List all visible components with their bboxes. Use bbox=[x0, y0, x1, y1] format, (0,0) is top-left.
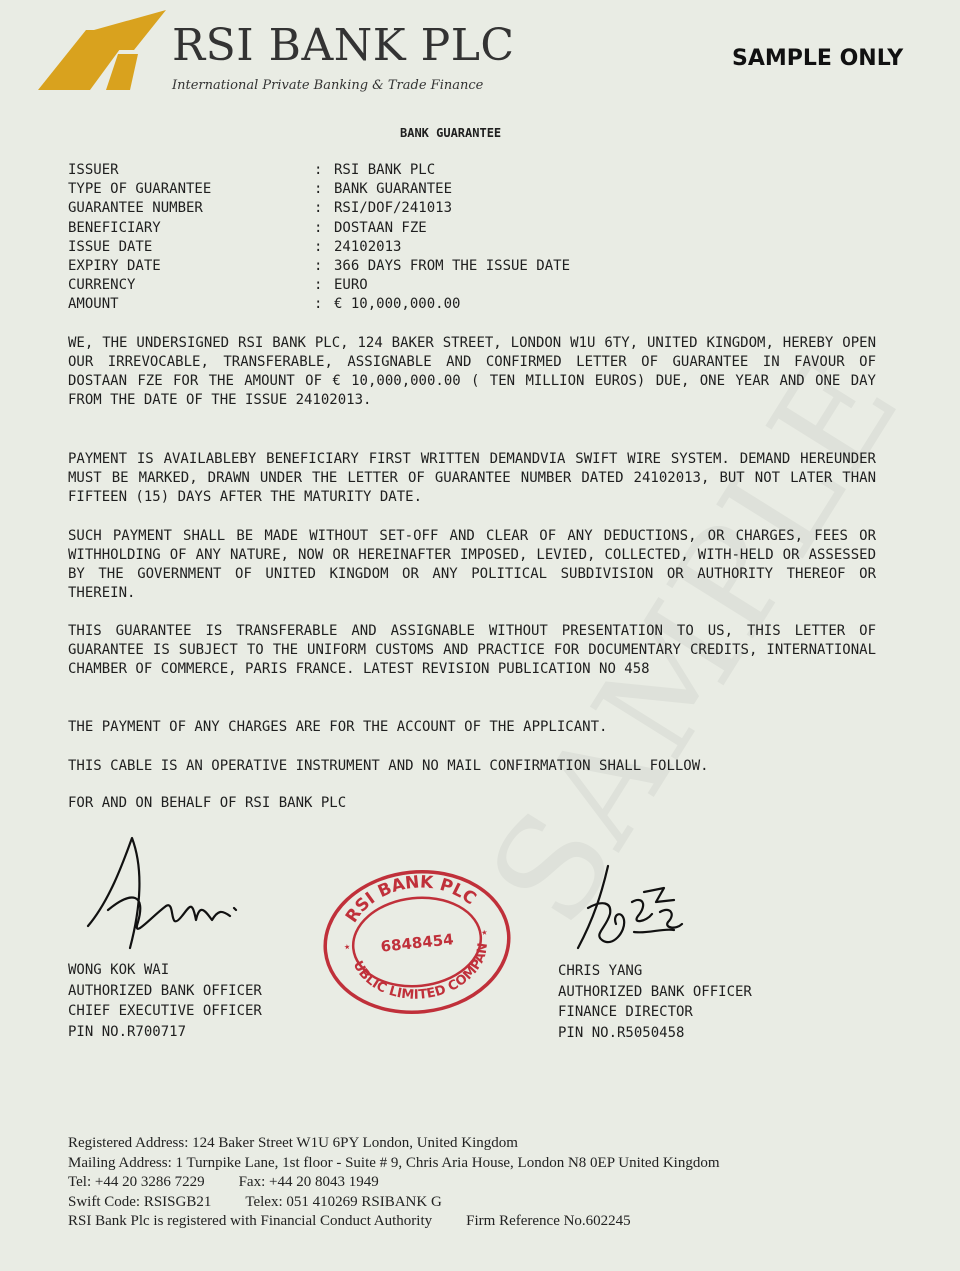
field-value: RSI/DOF/241013 bbox=[334, 200, 453, 217]
bank-logo-icon bbox=[34, 10, 174, 94]
signatory-pin: PIN NO.R5050458 bbox=[558, 1024, 685, 1041]
signatory-left bbox=[68, 960, 262, 1042]
svg-text:★: ★ bbox=[480, 926, 488, 939]
registered-address: Registered Address: 124 Baker Street W1U 6PY London, United Kingdom bbox=[68, 1135, 518, 1151]
field-label: ISSUE DATE bbox=[68, 238, 153, 255]
field-separator: : bbox=[314, 219, 323, 236]
signatory-pin: PIN NO.R700717 bbox=[68, 1023, 187, 1040]
swift-code: Swift Code: RSISGB21 bbox=[68, 1193, 212, 1210]
fax: Fax: +44 20 8043 1949 bbox=[238, 1174, 379, 1190]
paragraph-operative: THIS CABLE IS AN OPERATIVE INSTRUMENT AND NO MAIL CONFIRMATION SHALL FOLLOW. bbox=[68, 758, 709, 774]
firm-reference: Firm Reference No.602245 bbox=[466, 1213, 631, 1229]
field-value: € 10,000,000.00 bbox=[334, 296, 461, 313]
svg-text:★: ★ bbox=[343, 941, 351, 953]
paragraph-transferable: THIS GUARANTEE IS TRANSFERABLE AND ASSIGNABLE WITHOUT PRESENTATION TO US, THIS LETTER OF GUARANTEE IS SUBJECT TO THE UNIFORM CUSTOMS AND PRACTICE FOR DOCUMENTARY CREDITS, INTERNATIONAL CHAMBER OF COMMERCE, PARIS FRANCE. LATEST REVISION PUBLICATION NO 458 bbox=[68, 623, 876, 677]
field-value: DOSTAAN FZE bbox=[334, 219, 427, 236]
telex: Telex: 051 410269 RSIBANK G bbox=[245, 1193, 442, 1210]
signatory-title: CHIEF EXECUTIVE OFFICER bbox=[68, 1003, 262, 1019]
field-label: TYPE OF GUARANTEE bbox=[68, 181, 212, 198]
signature-wong bbox=[80, 830, 250, 955]
registration-line bbox=[68, 1212, 720, 1232]
mailing-address: Mailing Address: 1 Turnpike Lane, 1st floor - Suite # 9, Chris Aria House, London N8 0EP United Kingdom bbox=[68, 1154, 720, 1171]
field-label: GUARANTEE NUMBER bbox=[68, 200, 203, 217]
paragraph-undertaking: WE, THE UNDERSIGNED RSI BANK PLC, 124 BAKER STREET, LONDON W1U 6TY, UNITED KINGDOM, HEREBY OPEN OUR IRREVOCABLE, TRANSFERABLE, ASSIGNABLE AND CONFIRMED LETTER OF GUARANTEE IN FAVOUR OF DOSTAAN FZE FOR THE AMOUNT OF € 10,000,000.00 ( TEN MILLION EUROS) DUE, ONE YEAR AND ONE DAY FROM THE DATE OF THE ISSUE 24102013. bbox=[68, 335, 876, 408]
phone-line bbox=[68, 1173, 720, 1193]
field-separator: : bbox=[314, 238, 323, 255]
tel: Tel: +44 20 3286 7229 bbox=[68, 1174, 205, 1190]
paragraph-deductions: SUCH PAYMENT SHALL BE MADE WITHOUT SET-OFF AND CLEAR OF ANY DEDUCTIONS, OR CHARGES, FEES OR WITHHOLDING OF ANY NATURE, NOW OR HEREINAFTER IMPOSED, LEVIED, COLLECTED, WITH-HELD OR ASSESSED BY THE GOVERNMENT OF UNITED KINGDOM OR ANY POLITICAL SUBDIVISION OR AUTHORITY THEREOF OR THEREIN. bbox=[68, 528, 876, 601]
document-title: BANK GUARANTEE bbox=[400, 126, 502, 140]
footer-contact bbox=[68, 1134, 720, 1232]
field-separator: : bbox=[314, 277, 323, 294]
signatory-name: CHRIS YANG bbox=[558, 963, 643, 979]
field-value: RSI BANK PLC bbox=[334, 162, 436, 178]
company-stamp bbox=[318, 866, 516, 1018]
bank-name: RSI BANK PLC bbox=[172, 20, 515, 71]
field-value: 366 DAYS FROM THE ISSUE DATE bbox=[334, 257, 571, 274]
field-separator: : bbox=[314, 200, 323, 217]
field-separator: : bbox=[314, 257, 323, 274]
sample-only-label: SAMPLE ONLY bbox=[732, 46, 904, 71]
field-separator: : bbox=[314, 296, 323, 313]
field-label: ISSUER bbox=[68, 162, 119, 178]
swift-line bbox=[68, 1193, 720, 1213]
svg-text:RSI BANK PLC bbox=[338, 866, 481, 928]
paragraph-charges: THE PAYMENT OF ANY CHARGES ARE FOR THE ACCOUNT OF THE APPLICANT. bbox=[68, 719, 608, 735]
paragraph-behalf: FOR AND ON BEHALF OF RSI BANK PLC bbox=[68, 795, 347, 811]
registration-text: RSI Bank Plc is registered with Financial Conduct Authority bbox=[68, 1213, 433, 1229]
field-label: EXPIRY DATE bbox=[68, 257, 161, 274]
field-label: CURRENCY bbox=[68, 277, 136, 294]
stamp-number: 6848454 bbox=[379, 930, 455, 956]
stamp-bottom-text: PUBLIC LIMITED COMPANY bbox=[349, 942, 492, 1003]
field-separator: : bbox=[314, 181, 323, 198]
signatory-title: FINANCE DIRECTOR bbox=[558, 1004, 693, 1020]
field-label: BENEFICIARY bbox=[68, 219, 161, 236]
bank-tagline: International Private Banking & Trade Finance bbox=[172, 78, 484, 93]
field-value: EURO bbox=[334, 277, 368, 294]
field-label: AMOUNT bbox=[68, 296, 119, 313]
field-value: 24102013 bbox=[334, 238, 402, 255]
signature-yang bbox=[572, 862, 702, 958]
paragraph-payment: PAYMENT IS AVAILABLEBY BENEFICIARY FIRST WRITTEN DEMANDVIA SWIFT WIRE SYSTEM. DEMAND HEREUNDER MUST BE MARKED, DRAWN UNDER THE LETTER OF GUARANTEE NUMBER DATED 24102013, BUT NOT LATER THAN FIFTEEN (15) DAYS AFTER THE MATURITY DATE. bbox=[68, 451, 876, 505]
field-value: BANK GUARANTEE bbox=[334, 181, 453, 198]
field-separator: : bbox=[314, 162, 323, 178]
signatory-name: WONG KOK WAI bbox=[68, 962, 170, 978]
signatory-role: AUTHORIZED BANK OFFICER bbox=[558, 983, 752, 1000]
signatory-right bbox=[558, 961, 752, 1043]
stamp-top-text: RSI BANK PLC bbox=[341, 872, 480, 927]
signatory-role: AUTHORIZED BANK OFFICER bbox=[68, 982, 262, 999]
